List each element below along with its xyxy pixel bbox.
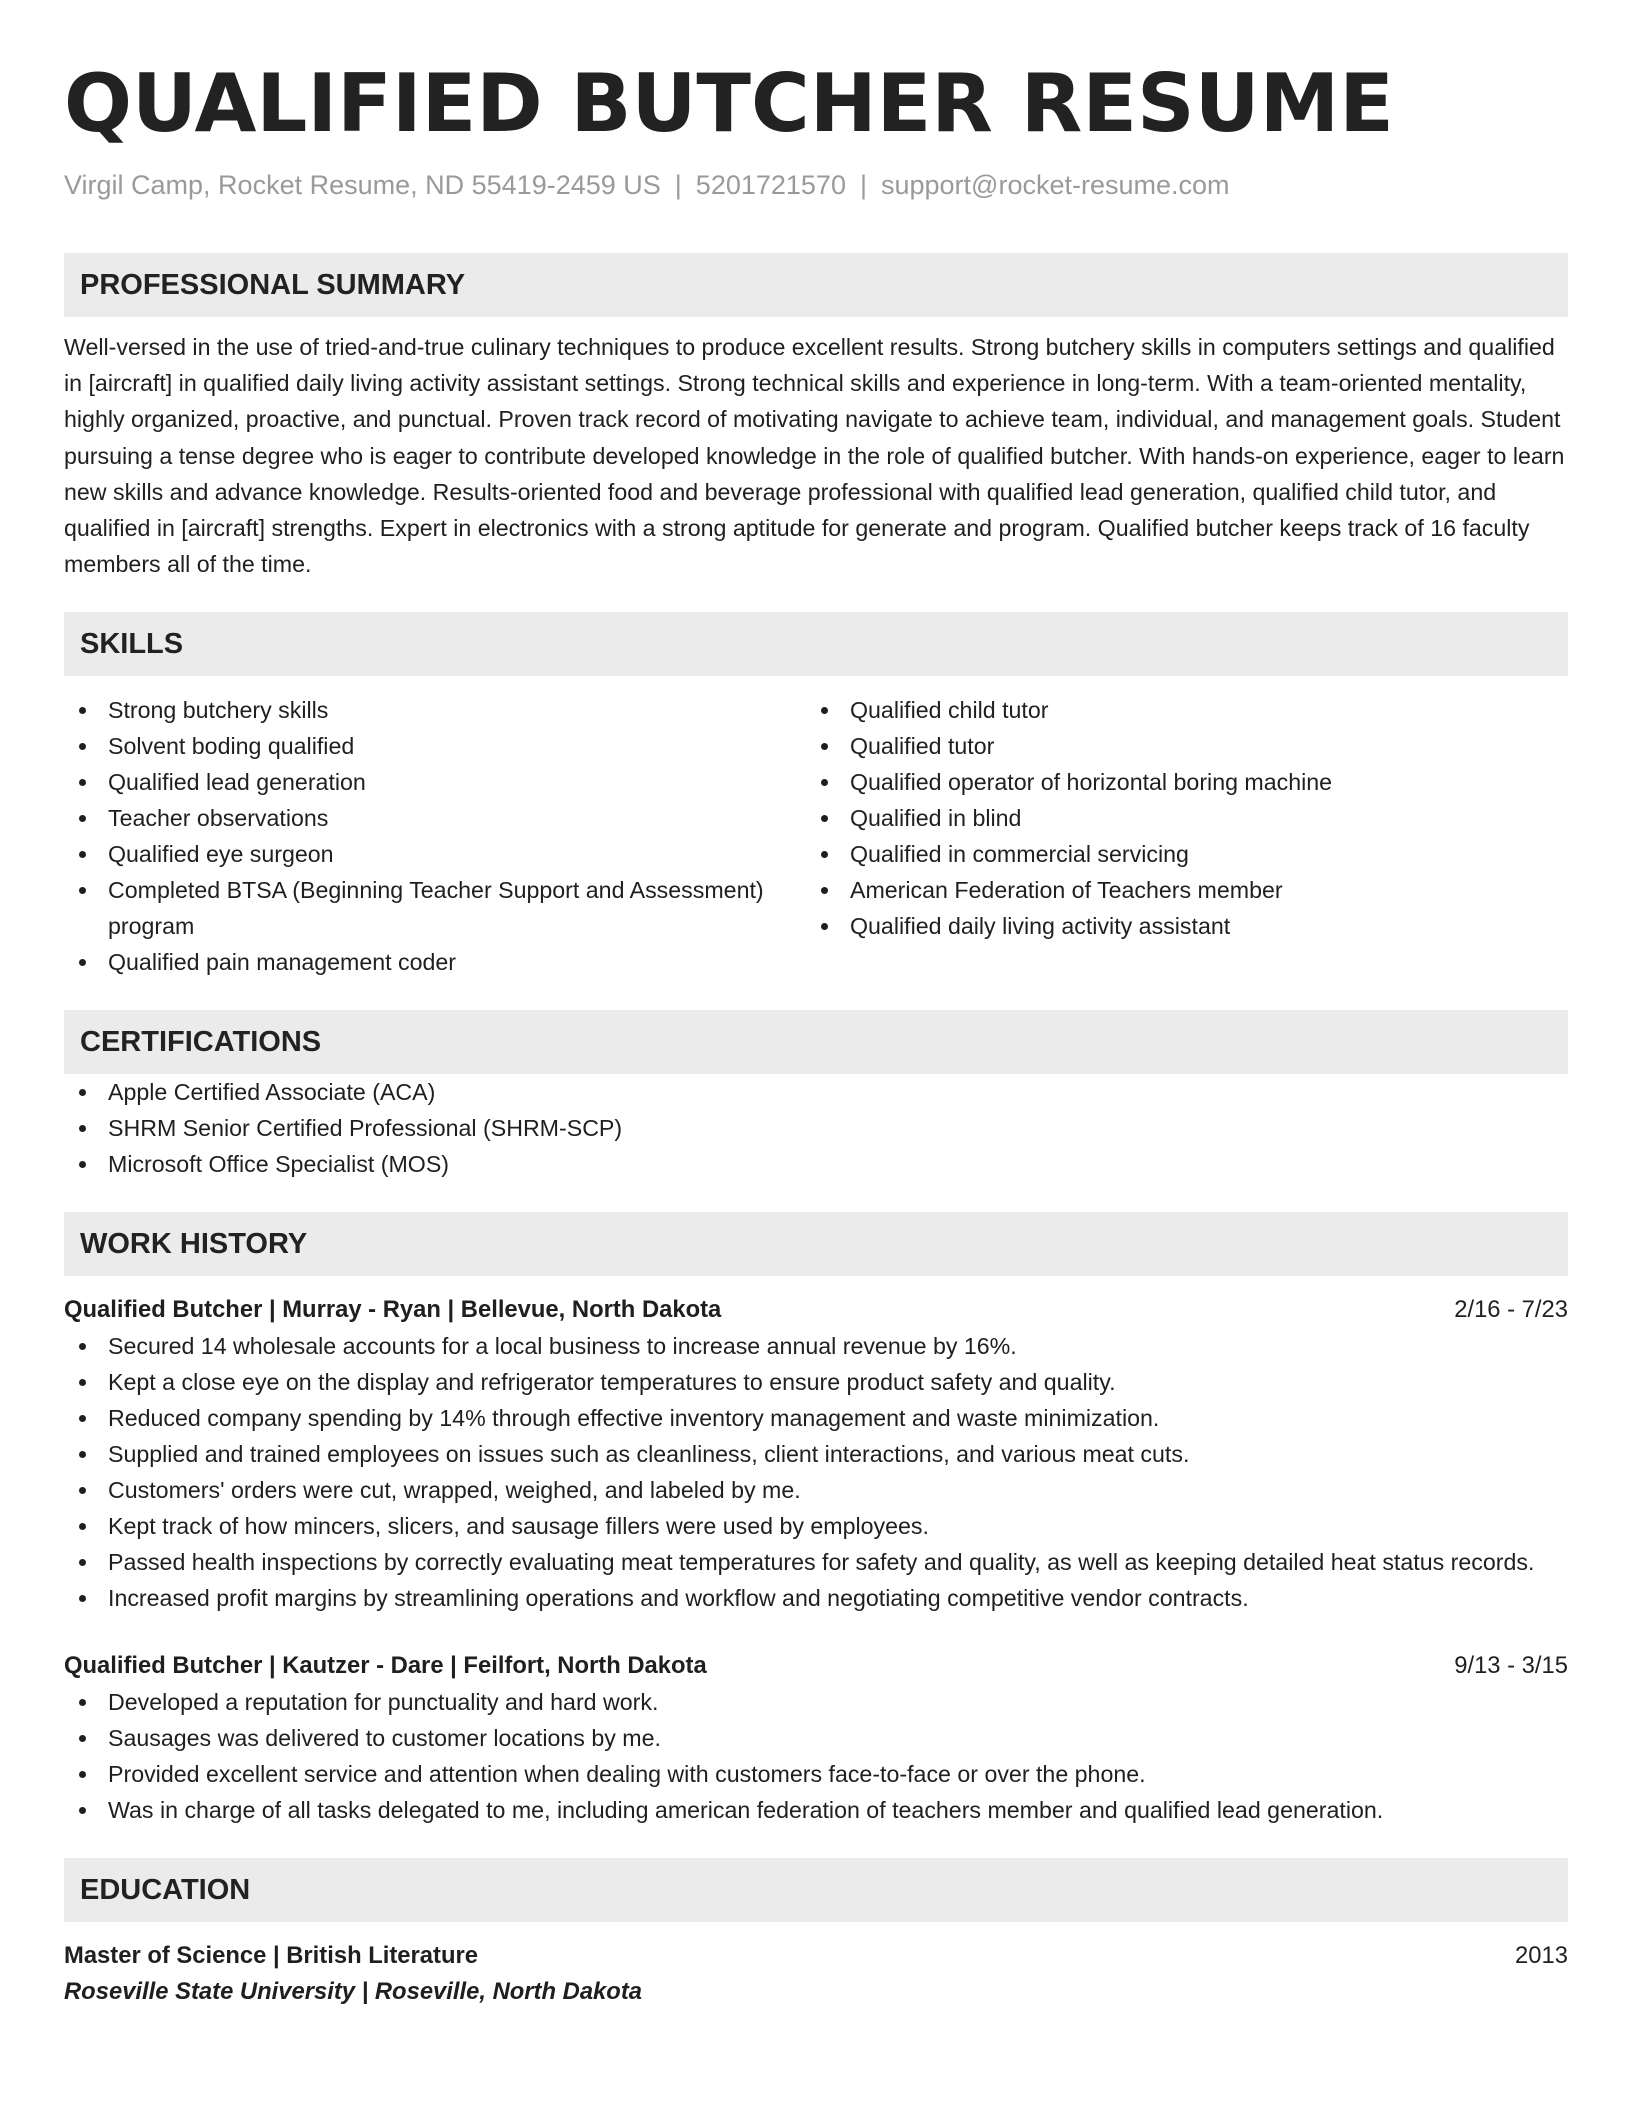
skill-item: Completed BTSA (Beginning Teacher Support and Assessment) program [64, 872, 806, 944]
job-header [64, 1648, 1568, 1684]
job-bullet: Reduced company spending by 14% through effective inventory management and waste minimization. [64, 1400, 1568, 1436]
skills-right-list [806, 692, 1548, 980]
job-bullet: Increased profit margins by streamlining operations and workflow and negotiating competitive vendor contracts. [64, 1580, 1568, 1616]
skill-item: Qualified in commercial servicing [806, 836, 1548, 872]
contact-email: support@rocket-resume.com [880, 170, 1230, 200]
skill-item: Teacher observations [64, 800, 806, 836]
education-header [64, 1938, 1568, 1974]
education-degree: Master of Science | British Literature [64, 1942, 478, 1970]
skill-item: Solvent boding qualified [64, 728, 806, 764]
skills-grid [64, 692, 1568, 980]
job-bullet: Was in charge of all tasks delegated to me, including american federation of teachers member and qualified lead generation. [64, 1792, 1568, 1828]
certification-item: SHRM Senior Certified Professional (SHRM-SCP) [64, 1110, 1568, 1146]
job-bullet: Kept a close eye on the display and refrigerator temperatures to ensure product safety and quality. [64, 1364, 1568, 1400]
contact-phone: 5201721570 [695, 170, 846, 200]
summary-text: Well-versed in the use of tried-and-true culinary techniques to produce excellent results. Strong butchery skills in computers settings and qualified in [aircraft] in qualified daily living activity assistant settings. Strong technical skills and experience in long-term. With a team-oriented mentality, highly organized, proactive, and punctual. Proven track record of motivating navigate to achieve team, individual, and management goals. Student pursuing a tense degree who is eager to contribute developed knowledge in the role of qualified butcher. With hands-on experience, eager to learn new skills and advance knowledge. Results-oriented food and beverage professional with qualified lead generation, qualified child tutor, and qualified in [aircraft] strengths. Expert in electronics with a strong aptitude for generate and program. Qualified butcher keeps track of 16 faculty members all of the time. [64, 334, 1565, 578]
job-dates: 9/13 - 3/15 [1454, 1652, 1568, 1680]
job-header [64, 1292, 1568, 1328]
skill-item: Strong butchery skills [64, 692, 806, 728]
certifications-heading: CERTIFICATIONS [64, 1010, 1568, 1074]
job-bullet: Sausages was delivered to customer locations by me. [64, 1720, 1568, 1756]
skills-heading: SKILLS [64, 612, 1568, 676]
skill-item: American Federation of Teachers member [806, 872, 1548, 908]
skill-item: Qualified child tutor [806, 692, 1548, 728]
job-bullet: Supplied and trained employees on issues such as cleanliness, client interactions, and various meat cuts. [64, 1436, 1568, 1472]
job-bullet-list [64, 1684, 1568, 1828]
job-bullet: Secured 14 wholesale accounts for a local business to increase annual revenue by 16%. [64, 1328, 1568, 1364]
skill-item: Qualified eye surgeon [64, 836, 806, 872]
skill-item: Qualified operator of horizontal boring machine [806, 764, 1548, 800]
certification-item: Apple Certified Associate (ACA) [64, 1074, 1568, 1110]
summary-heading: PROFESSIONAL SUMMARY [64, 253, 1568, 317]
job-bullet-list [64, 1328, 1568, 1616]
skill-item: Qualified pain management coder [64, 944, 806, 980]
skill-item: Qualified daily living activity assistant [806, 908, 1548, 944]
resume-page [64, 56, 1568, 2010]
contact-separator: | [859, 170, 867, 200]
certifications-list [64, 1074, 1568, 1182]
education-school: Roseville State University | Roseville, North Dakota [64, 1978, 642, 2006]
job-bullet: Developed a reputation for punctuality and hard work. [64, 1684, 1568, 1720]
skill-item: Qualified lead generation [64, 764, 806, 800]
contact-address: Virgil Camp, Rocket Resume, ND 55419-2459 US [64, 170, 661, 200]
job-title: Qualified Butcher | Murray - Ryan | Bellevue, North Dakota [64, 1296, 722, 1324]
job-title: Qualified Butcher | Kautzer - Dare | Feilfort, North Dakota [64, 1652, 707, 1680]
education-year: 2013 [1515, 1942, 1568, 1970]
job-bullet: Customers' orders were cut, wrapped, weighed, and labeled by me. [64, 1472, 1568, 1508]
skill-item: Qualified in blind [806, 800, 1548, 836]
certification-item: Microsoft Office Specialist (MOS) [64, 1146, 1568, 1182]
skill-item: Qualified tutor [806, 728, 1548, 764]
contact-separator: | [674, 170, 682, 200]
job-bullet: Passed health inspections by correctly evaluating meat temperatures for safety and quality, as well as keeping detailed heat status records. [64, 1544, 1568, 1580]
job-bullet: Provided excellent service and attention when dealing with customers face-to-face or over the phone. [64, 1756, 1568, 1792]
job-bullet: Kept track of how mincers, slicers, and sausage fillers were used by employees. [64, 1508, 1568, 1544]
education-heading: EDUCATION [64, 1858, 1568, 1922]
skills-left-list [64, 692, 806, 980]
work-history-heading: WORK HISTORY [64, 1212, 1568, 1276]
job-dates: 2/16 - 7/23 [1454, 1296, 1568, 1324]
resume-title: QUALIFIED BUTCHER RESUME [64, 57, 1394, 150]
contact-line [64, 168, 1568, 202]
